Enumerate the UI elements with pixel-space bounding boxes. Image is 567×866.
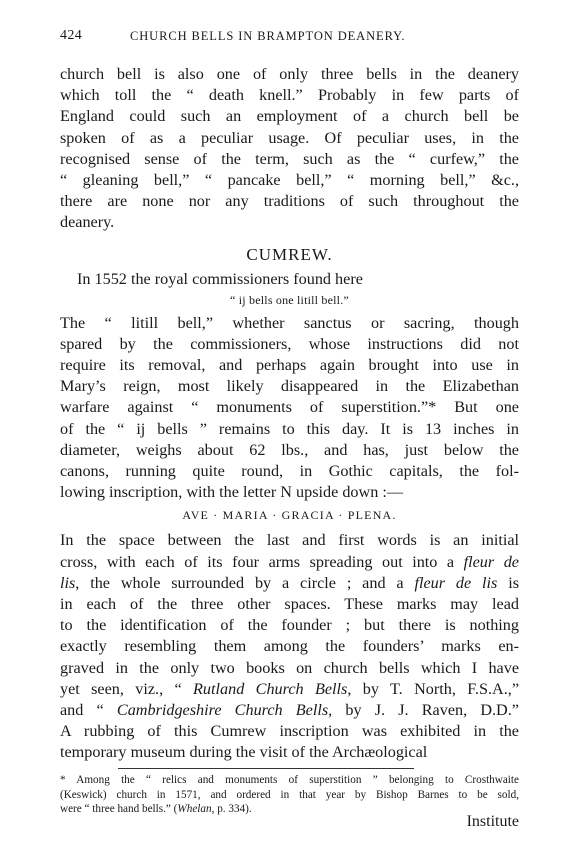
text-line: church bell is also one of only three bells in the deanery — [60, 65, 519, 83]
text-segment: were “ three hand bells.” ( — [60, 803, 178, 815]
running-title: CHURCH BELLS IN BRAMPTON DEANERY. — [130, 29, 406, 43]
section-heading: CUMREW. — [246, 244, 333, 264]
text-segment: yet seen, viz., “ — [60, 679, 194, 698]
text-line — [60, 573, 519, 594]
text-line: graved in the only two books on church bells which I have — [60, 658, 519, 677]
italic-text: fleur de — [463, 552, 519, 571]
footnote-line: (Keswick) church in 1571, and ordered in that year by Bishop Barnes to be sold, — [60, 788, 519, 801]
text-line: Mary’s reign, most likely disappeared in the Elizabethan — [60, 377, 519, 396]
text-line: England could such an employment of a church bell be — [60, 107, 519, 126]
text-line: of the “ ij bells ” remains to this day. It is 13 inches in — [60, 419, 519, 438]
italic-text: lis — [60, 573, 76, 592]
book-title: Rutland Church Bells — [193, 679, 348, 698]
text-line: deanery. — [60, 213, 115, 232]
paragraph-death-knell — [60, 64, 519, 234]
text-line: diameter, weighs about 62 lbs., and has, just below the — [60, 440, 519, 459]
intro-line: In 1552 the royal commissioners found here — [77, 269, 363, 288]
text-line: in each of the three other spaces. These marks may lead — [60, 595, 519, 614]
paragraph-founder-marks — [60, 530, 519, 763]
page-number: 424 — [60, 28, 83, 43]
text-line: A rubbing of this Cumrew inscription was exhibited in the — [60, 722, 519, 741]
commissioners-quote: “ ij bells one litill bell.” — [230, 292, 349, 307]
text-line: lowing inscription, with the letter N upside down :— — [60, 483, 404, 502]
text-line: The “ litill bell,” whether sanctus or sacring, though — [60, 313, 519, 332]
text-line: which toll the “ death knell.” Probably in few parts of — [60, 86, 519, 105]
text-line: to the identification of the founder ; but there is nothing — [60, 616, 519, 635]
text-line: require its removal, and perhaps again brought into use in — [60, 356, 519, 375]
text-line — [60, 679, 519, 700]
text-segment: , p. 334). — [211, 803, 252, 815]
page-header — [60, 28, 519, 50]
text-line: “ gleaning bell,” “ pancake bell,” “ morning bell,” &c., — [60, 171, 519, 190]
text-line: temporary museum during the visit of the Archæological — [60, 743, 428, 762]
text-segment: is — [497, 573, 519, 592]
italic-text: fleur de lis — [414, 573, 498, 592]
text-segment: cross, with each of its four arms spreading out into a — [60, 552, 464, 571]
italic-text: Whelan — [177, 803, 212, 815]
footnote-rule — [118, 768, 414, 769]
text-segment: , the whole surrounded by a circle ; and a — [75, 573, 415, 592]
text-line: spoken of as a peculiar usage. Of peculiar uses, in the — [60, 128, 519, 147]
text-line: there are none nor any traditions of such throughout the — [60, 192, 519, 211]
paragraph-litill-bell — [60, 313, 519, 504]
catchword: Institute — [466, 813, 519, 830]
text-line: recognised sense of the term, such as the “ curfew,” the — [60, 149, 519, 168]
text-line: exactly resembling them among the founders’ marks en- — [60, 637, 519, 656]
text-line: canons, running quite round, in Gothic capitals, the fol- — [60, 462, 519, 481]
text-segment: and “ — [60, 701, 117, 720]
footnote — [60, 773, 519, 817]
text-line: In the space between the last and first words is an initial — [60, 531, 519, 550]
text-segment: , by J. J. Raven, D.D.” — [328, 701, 519, 720]
book-title: Cambridgeshire Church Bells — [116, 701, 329, 720]
text-line: spared by the commissioners, whose instructions did not — [60, 334, 519, 353]
text-line: warfare against “ monuments of superstition.”* But one — [60, 398, 519, 417]
bell-inscription: AVE · MARIA · GRACIA · PLENA. — [182, 508, 397, 523]
footnote-line: * Among the “ relics and monuments of superstition ” belonging to Crosthwaite — [60, 774, 519, 786]
text-line — [60, 552, 519, 573]
text-segment: , by T. North, F.S.A.,” — [347, 679, 519, 698]
footnote-line — [60, 802, 519, 817]
text-line — [60, 700, 519, 721]
